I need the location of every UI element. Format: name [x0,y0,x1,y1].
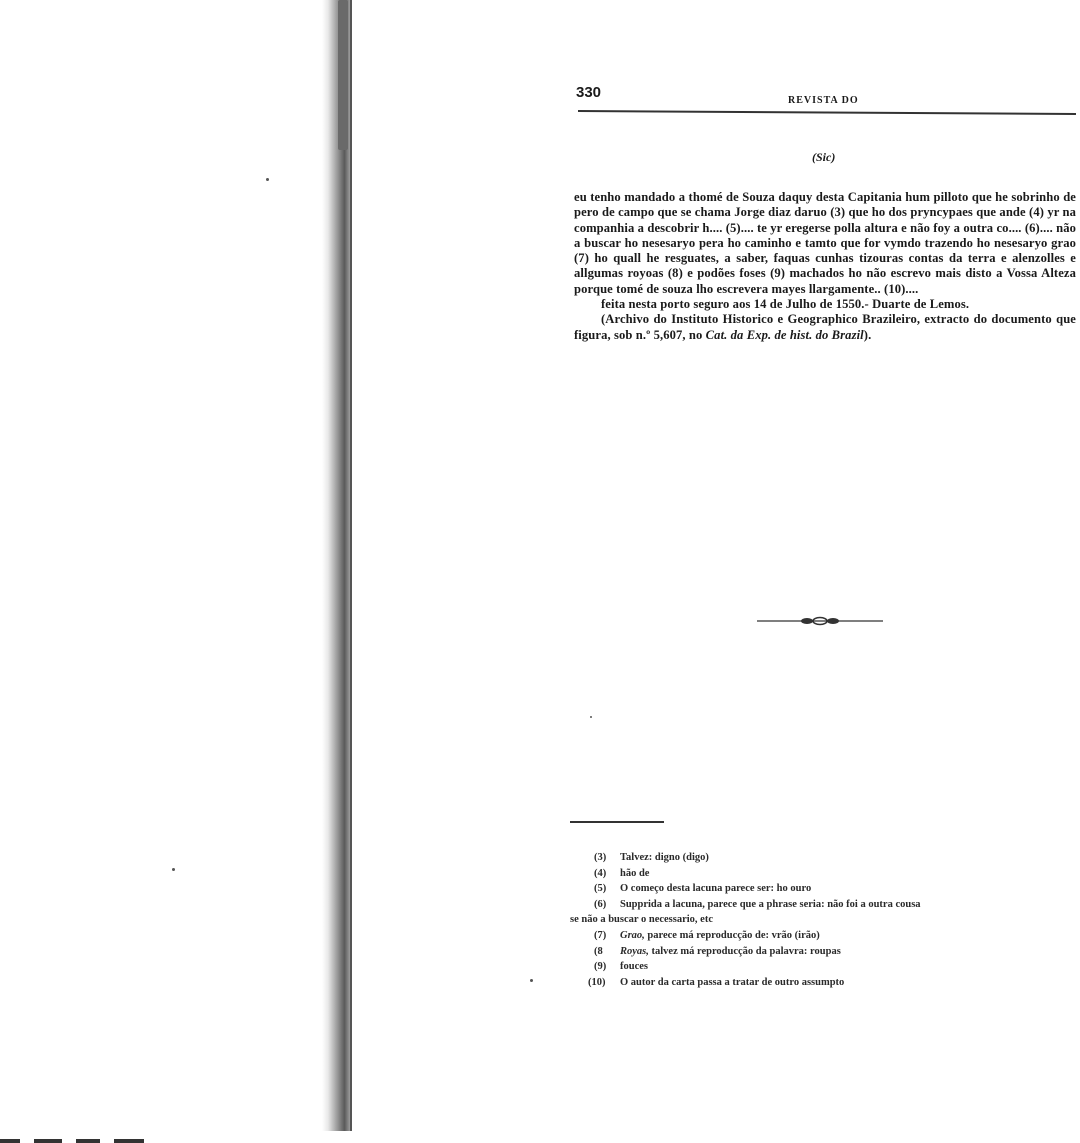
page-header [576,82,1076,112]
footnote-term: Royas, [620,945,649,957]
letter-body [574,190,1076,343]
scan-speck [266,178,269,181]
footnote-number: (4) [594,867,607,879]
footnote-text: O autor da carta passa a tratar de outro assumpto [620,976,845,988]
letter-paragraph: eu tenho mandado a thomé de Souza daquy desta Capitania hum pilloto que he sobrinho de pero de campo que se chama Jorge diaz daruo (3) que ho dos pryncypaes que ande (4) yr na companhia a descobrir h.... (5).... te yr eregerse polla altura e não foy a outra co.... (6).... não a buscar ho nesesaryo pera ho caminho e tamto que for vymdo trazendo ho nesesaryo grao (7) ho quall he resguates, a saber, faquas cunhas tizouras contas da terra e alenzolles e allgumas royoas (8) e podões foses (9) machados ho não escrevo mais disto a Vossa Alteza porque tomé de souza lho escrevera mayes llargamente.. (10).... [574,190,1076,296]
scan-edge-marks [0,1125,200,1131]
footnote-text: parece má reproducção de: vrão (irão) [644,929,820,941]
page-number: 330 [576,84,602,101]
footnote-continuation [570,912,1076,928]
page-edge-line [350,0,352,1131]
footnote-number: (8 [594,945,603,957]
footnote [570,975,1076,991]
citation-catalog-title: Cat. da Exp. de hist. do Brazil [705,327,864,342]
footnote [570,928,1076,944]
footnote-text: talvez má reproducção da palavra: roupas [648,945,841,957]
section-ornament [757,615,883,627]
sic-note: (Sic) [812,150,836,164]
scan-speck [530,979,533,982]
footnote [570,850,1076,866]
footnote-number: (3) [594,852,607,863]
footnote [570,881,1076,897]
footnote-number: (10) [588,976,606,988]
footnote [570,944,1076,960]
book-gutter [322,0,352,1131]
footnote-text: O começo desta lacuna parece ser: ho ouro [620,883,812,895]
letter-signature-paragraph: feita nesta porto seguro aos 14 de Julho de 1550.- Duarte de Lemos. [601,297,970,312]
footnote-text: Supprida a lacuna, parece que a phrase seria: não foi a outra cousa [620,898,921,910]
footnote-text: hão de [620,867,650,879]
scan-speck [172,868,175,871]
footnote-number: (6) [594,898,607,910]
footnote-number: (9) [594,961,607,973]
binding-shadow [338,0,348,150]
source-citation [574,312,1076,343]
running-title: REVISTA DO [788,95,859,106]
footnote [570,959,1076,975]
footnote-text: fouces [620,961,648,973]
scan-speck [590,716,592,718]
footnote-rule [570,821,664,823]
footnote-number: (5) [594,883,607,895]
footnotes [570,850,1076,990]
footnote [570,866,1076,882]
footnote-number: (7) [594,929,607,941]
citation-close: ). [863,327,872,342]
footnote [570,897,1076,913]
footnote-text: Talvez: digno (digo) [620,852,709,863]
footnote-term: Grao, [620,929,645,941]
citation-text: (Archivo do Instituto Historico e Geographico Brazileiro, extracto do documento que figura, sob n.º 5,607, no [574,312,1076,342]
footnote-text: se não a buscar o necessario, etc [570,914,713,926]
